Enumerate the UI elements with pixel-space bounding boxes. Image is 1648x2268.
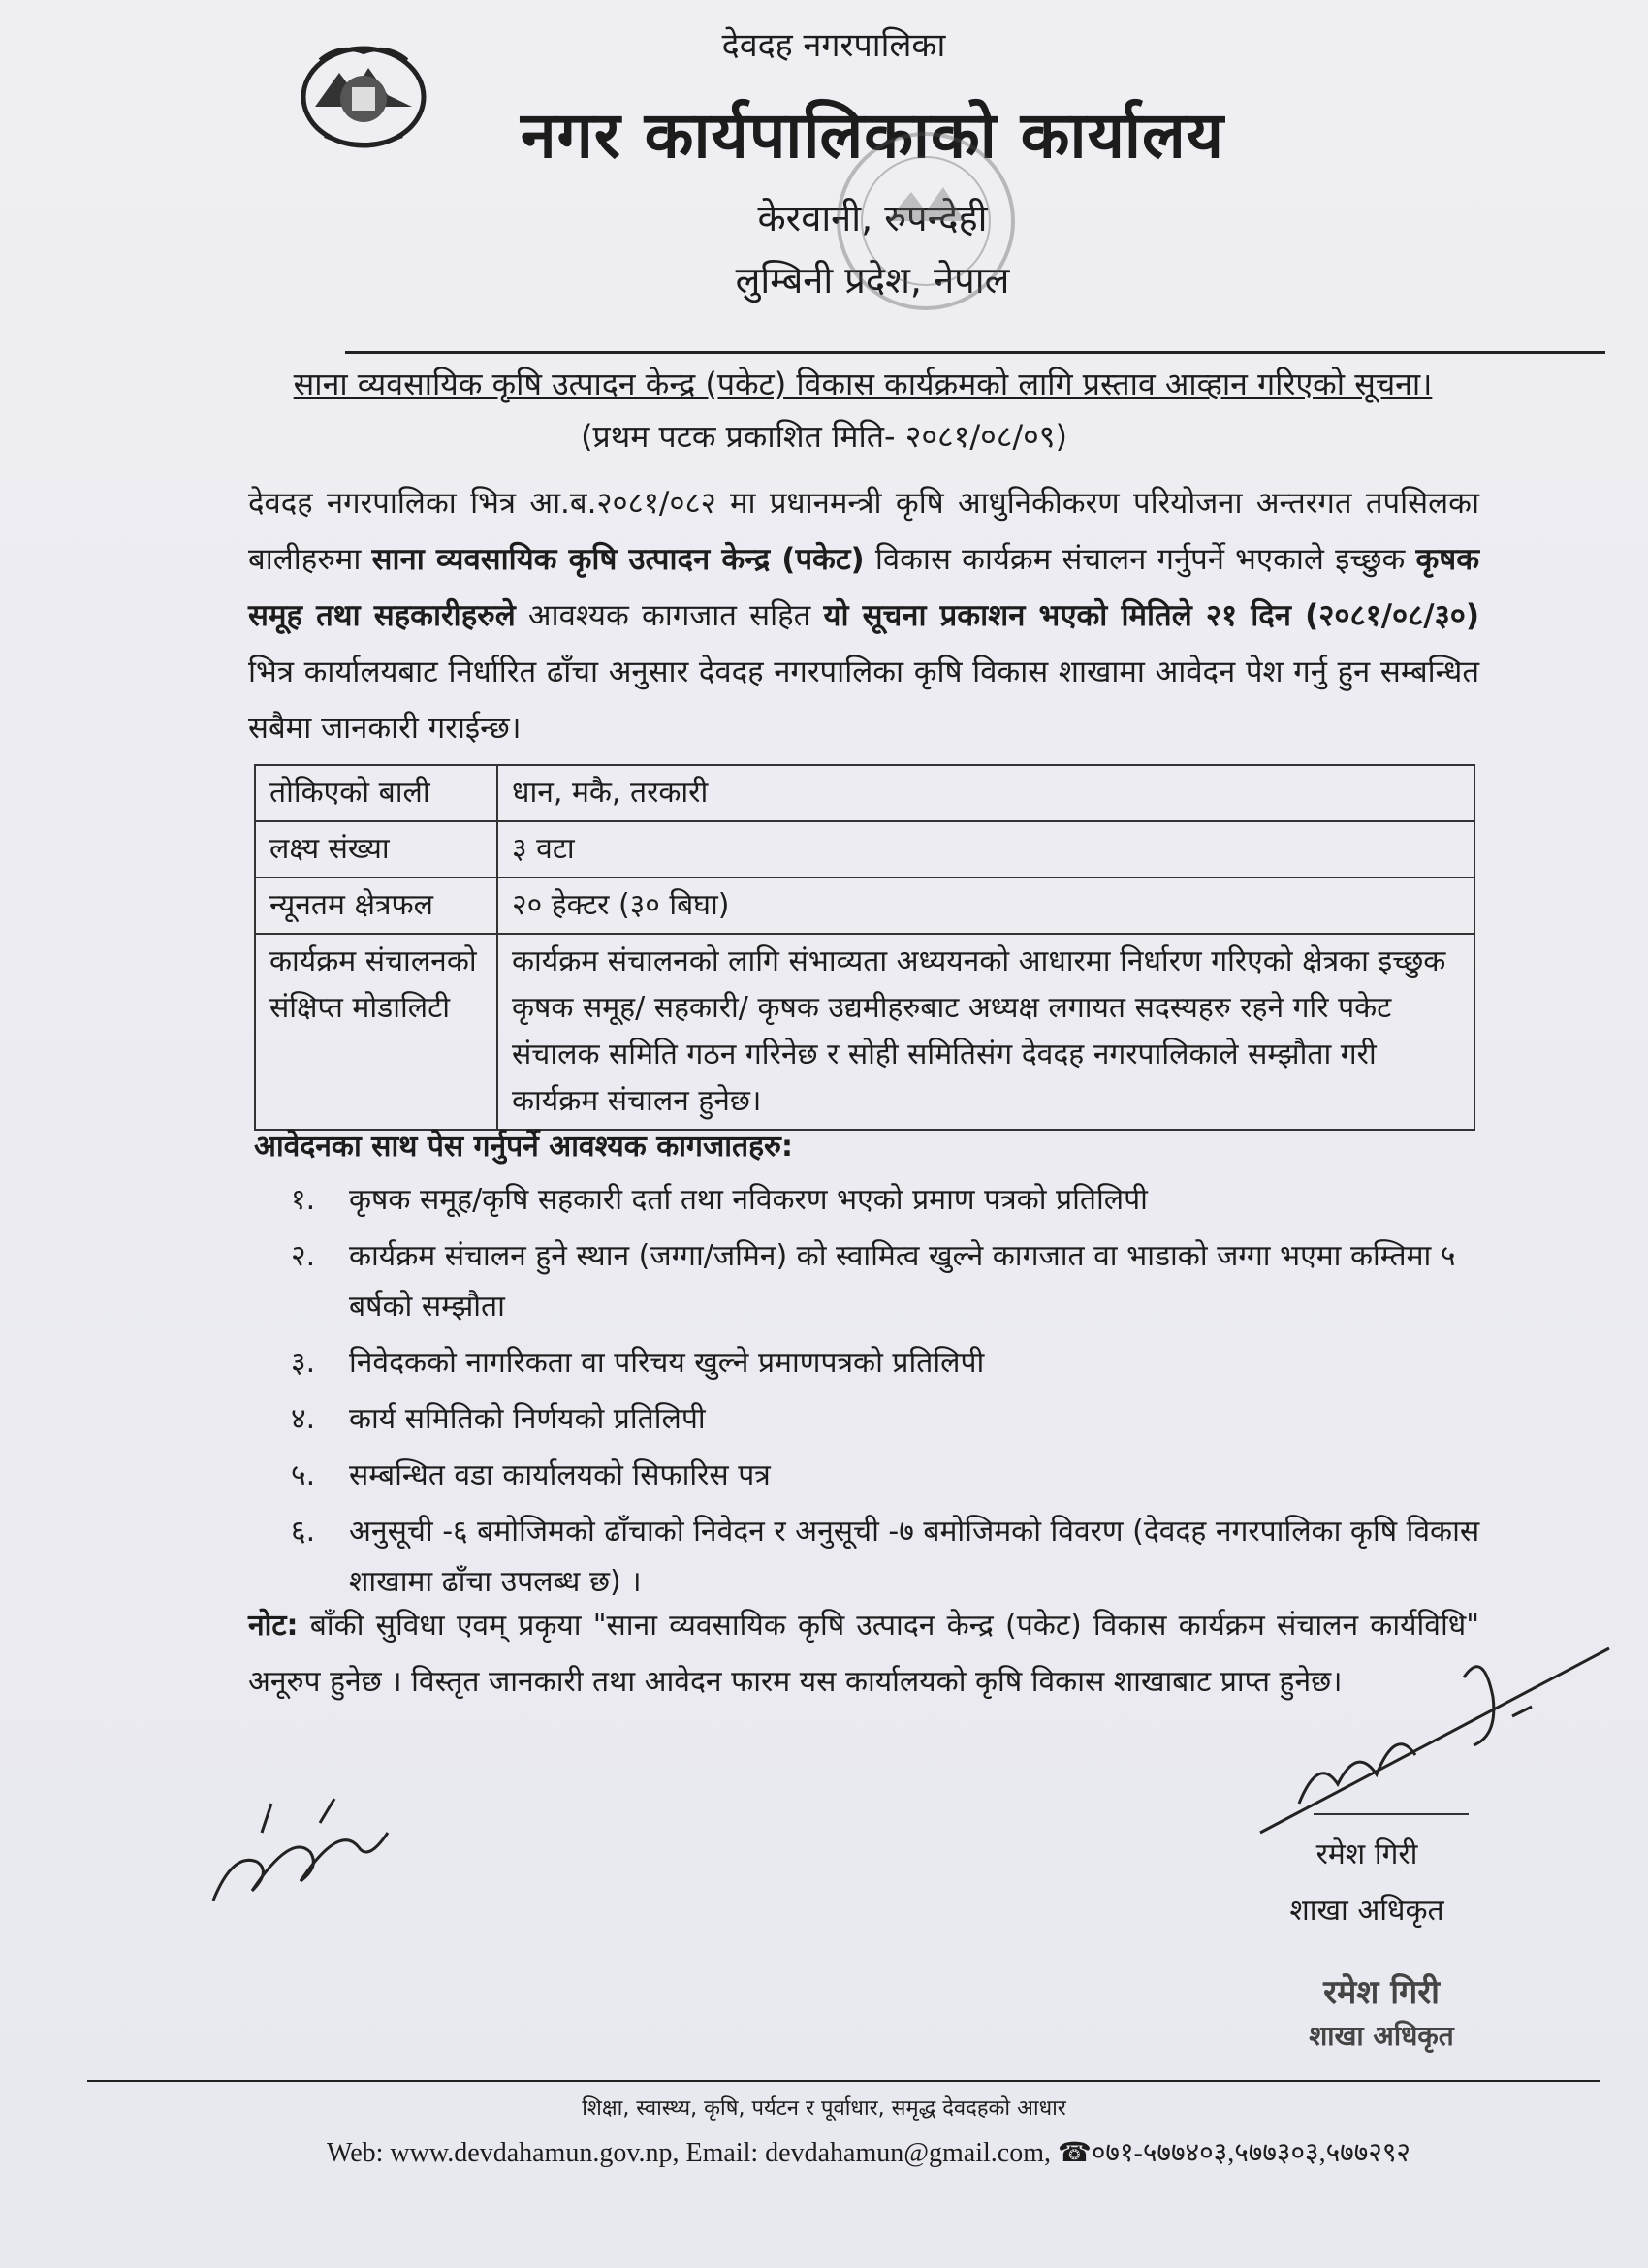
paragraph-text-4: भित्र कार्यालयबाट निर्धारित ढाँचा अनुसार देवदह नगरपालिका कृषि विकास शाखामा आवेदन पेश गर्नु हुन सम्बन्धित सबैमा जानकारी गराईन्छ। [248,655,1479,746]
table-row [255,765,1474,821]
handwritten-signature-left [204,1794,397,1920]
paragraph-bold-2: कृषक समूह तथा सहकारीहरुले [248,542,1480,633]
table-row [255,821,1474,878]
paragraph-text-2: विकास कार्यक्रम संचालन गर्नुपर्ने भएकाले इच्छुक [864,542,1416,577]
address-line2: लुम्बिनी प्रदेश, नेपाल [735,259,1010,302]
list-item [291,1231,1483,1332]
header-divider [345,351,1605,354]
list-item [291,1175,1483,1226]
requirements-heading: आवेदनका साथ पेस गर्नुपर्ने आवश्यक कागजातहरु: [254,1130,793,1164]
footer-divider [87,2080,1600,2082]
item-number: २. [291,1239,316,1273]
footer-contact: Web: www.devdahamun.gov.np, Email: devdahamun@gmail.com, ☎०७१-५७७४०३,५७७३०३,५७७२९२ [327,2138,1410,2168]
title-stamp: शाखा अधिकृत [1309,2020,1454,2052]
table-cell-label: कार्यक्रम संचालनको संक्षिप्त मोडालिटी [255,934,497,1130]
item-text: कृषक समूह/कृषि सहकारी दर्ता तथा नविकरण भएको प्रमाण पत्रको प्रतिलिपी [349,1183,1148,1217]
program-info-table [254,764,1475,1131]
item-number: ४. [291,1402,316,1436]
notice-paragraph [248,475,1479,756]
list-item [291,1394,1483,1445]
list-item [291,1507,1483,1608]
office-stamp-icon [829,124,1023,318]
address-line1: केरवानी, रुपन्देही [757,197,988,240]
paragraph-text-3: आवश्यक कागजात सहित [515,598,824,633]
item-text: अनुसूची -६ बमोजिमको ढाँचाको निवेदन र अनुसूची -७ बमोजिमको विवरण (देवदह नगरपालिका कृषि विकास शाखामा ढाँचा उपलब्ध छ) । [349,1515,1480,1599]
signatory-title: शाखा अधिकृत [1289,1894,1444,1928]
office-title: नगर कार्यपालिकाको कार्यालय [521,98,1224,173]
item-number: ६. [291,1515,316,1549]
item-number: ३. [291,1346,316,1380]
signatory-name: रमेश गिरी [1315,1837,1418,1871]
paragraph-bold-1: साना व्यवसायिक कृषि उत्पादन केन्द्र (पकेट) [371,542,865,577]
published-date: (प्रथम पटक प्रकाशित मिति- २०८१/०८/०९) [581,418,1067,455]
nepal-emblem-icon [296,39,431,155]
item-number: १. [291,1183,316,1217]
requirements-list [291,1175,1483,1613]
note-text: बाँकी सुविधा एवम् प्रकृया "साना व्यवसायिक कृषि उत्पादन केन्द्र (पकेट) विकास कार्यक्रम संचालन कार्यविधि" अनूरुप हुनेछ । विस्तृत जानकारी तथा आवेदन फारम यस कार्यालयको कृषि विकास शाखाबाट प्राप्त हुनेछ। [248,1609,1479,1699]
table-row [255,934,1474,1130]
table-cell-label: तोकिएको बाली [255,765,497,821]
item-number: ५. [291,1458,316,1492]
name-stamp: रमेश गिरी [1323,1973,1440,2012]
footer-slogan: शिक्षा, स्वास्थ्य, कृषि, पर्यटन र पूर्वाधार, समृद्ध देवदहको आधार [582,2096,1066,2121]
table-cell-value: २० हेक्टर (३० बिघा) [497,878,1474,934]
notice-title: साना व्यवसायिक कृषि उत्पादन केन्द्र (पकेट) विकास कार्यक्रमको लागि प्रस्ताव आव्हान गरिएको सूचना। [293,366,1433,402]
municipality-name: देवदह नगरपालिका [721,26,946,65]
table-cell-label: न्यूनतम क्षेत्रफल [255,878,497,934]
signature-line [1314,1813,1469,1815]
item-text: निवेदकको नागरिकता वा परिचय खुल्ने प्रमाणपत्रको प्रतिलिपी [349,1346,985,1380]
item-text: कार्य समितिको निर्णयको प्रतिलिपी [349,1402,706,1436]
table-cell-value: धान, मकै, तरकारी [497,765,1474,821]
item-text: सम्बन्धित वडा कार्यालयको सिफारिस पत्र [349,1458,771,1492]
table-cell-value: ३ वटा [497,821,1474,878]
list-item [291,1338,1483,1389]
paragraph-text-1: देवदह नगरपालिका भित्र आ.ब.२०८१/०८२ मा प्रधानमन्त्री कृषि आधुनिकीकरण परियोजना अन्तरगत तपसिलका बालीहरुमा [248,486,1479,577]
list-item [291,1451,1483,1501]
item-text: कार्यक्रम संचालन हुने स्थान (जग्गा/जमिन) को स्वामित्व खुल्ने कागजात वा भाडाको जग्गा भएमा कम्तिमा ५ बर्षको सम्झौता [349,1239,1456,1324]
table-cell-label: लक्ष्य संख्या [255,821,497,878]
paragraph-bold-3: यो सूचना प्रकाशन भएको मितिले २१ दिन (२०८१/०८/३०) [823,598,1480,633]
table-cell-value: कार्यक्रम संचालनको लागि संभाव्यता अध्ययनको आधारमा निर्धारण गरिएको क्षेत्रका इच्छुक कृषक समूह/ सहकारी/ कृषक उद्यमीहरुबाट अध्यक्ष लगायत सदस्यहरु रहने गरि पकेट संचालक समिति गठन गरिनेछ र सोही समितिसंग देवदह नगरपालिकाले सम्झौता गरी कार्यक्रम संचालन हुनेछ। [497,934,1474,1130]
table-row [255,878,1474,934]
note-label: नोट: [248,1609,299,1643]
